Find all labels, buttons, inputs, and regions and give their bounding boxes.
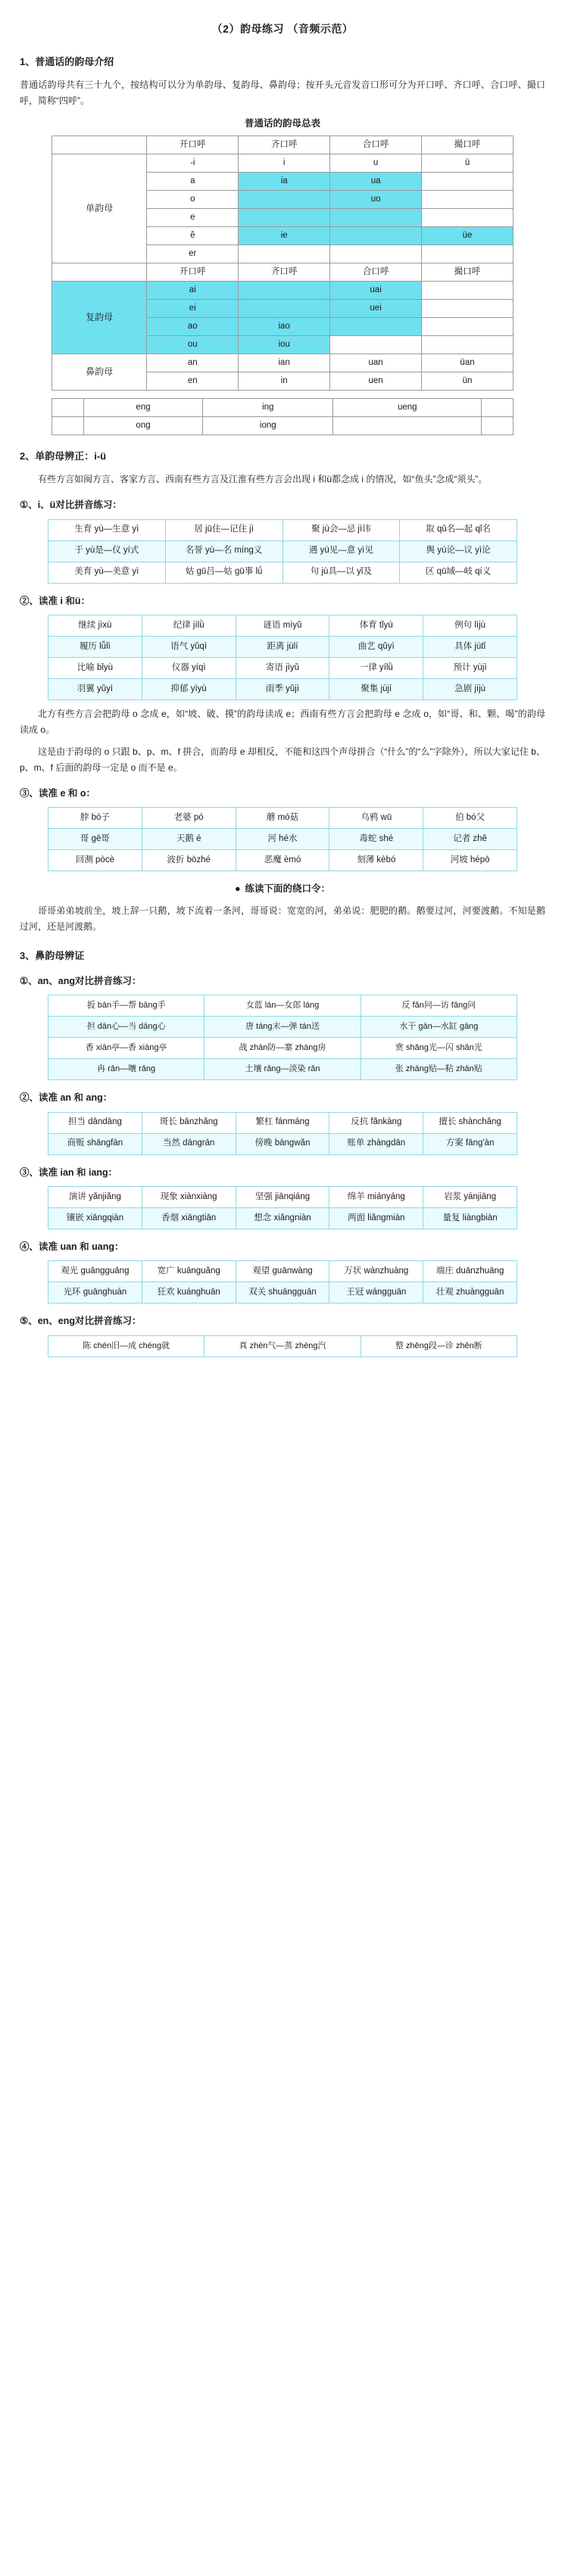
practice-table-i-u-words	[48, 615, 517, 700]
table-row	[48, 1017, 517, 1038]
table-cell: 仪器 yíqì	[142, 658, 236, 679]
table-cell: ong	[83, 417, 202, 435]
table-cell	[481, 417, 513, 435]
table-cell: üan	[422, 354, 513, 372]
table-cell: 扳 bān手—帮 bāng手	[48, 995, 204, 1017]
table-cell: 斑长 bānzhǎng	[142, 1112, 236, 1133]
subsection-3-3-heading: ③、读准 ian 和 iang：	[20, 1167, 118, 1178]
table-cell: uei	[330, 300, 422, 318]
table-cell: 方案 fāng'àn	[423, 1133, 517, 1154]
table-cell: 担 dān心—当 dāng心	[48, 1017, 204, 1038]
table-cell	[330, 227, 422, 245]
vowel-table-continued	[52, 398, 513, 435]
table-cell: 雨季 yǔjì	[236, 679, 329, 700]
header-cell-corner-2	[52, 263, 147, 282]
table-cell: 老婆 pó	[142, 808, 236, 829]
table-cell: 姑 gū吕—姑 gū事 lǘ	[165, 562, 282, 583]
table-cell	[422, 282, 513, 300]
subsection-3-1-heading: ①、an、ang对比拼音练习：	[20, 975, 142, 986]
subsection-2-2-heading: ②、读准 i 和ü：	[20, 595, 91, 606]
table-cell	[330, 336, 422, 354]
table-cell: 继续 jìxù	[48, 615, 142, 637]
vowel-table-title: 普通话的韵母总表	[244, 117, 320, 129]
table-cell: ou	[147, 336, 239, 354]
table-cell: er	[147, 245, 239, 263]
table-cell: 狂欢 kuánghuān	[142, 1282, 236, 1304]
table-cell: ia	[239, 173, 330, 191]
table-cell: 记者 zhě	[423, 829, 517, 850]
row-cap-danyunmu: 单韵母	[52, 154, 147, 263]
bullet-dot-icon: ●	[234, 883, 241, 895]
table-cell: 壮观 zhuàngguān	[423, 1282, 517, 1304]
table-cell: üe	[422, 227, 513, 245]
table-cell	[422, 191, 513, 209]
section-2-paragraph-3: 这是由于韵母的 o 只跟 b、p、m、f 拼合，而韵母 e 却相反，不能和这四个声母拼合（“什么”的“么”字除外），所以大家记住 b、p、m、f 后面的韵母一定是 o 而不是 e。	[20, 746, 545, 774]
tongue-twister-label-text: 练读下面的绕口令：	[245, 883, 331, 895]
table-cell: an	[147, 354, 239, 372]
table-row	[48, 995, 517, 1017]
table-header-row	[52, 136, 513, 154]
table-cell: 镶嵌 xiāngqiàn	[48, 1208, 142, 1229]
subsection-3-2-heading: ②、读准 an 和 ang：	[20, 1092, 113, 1104]
table-cell: ao	[147, 318, 239, 336]
table-cell	[239, 300, 330, 318]
table-cell: 聚 jù会—忌 jì讳	[282, 519, 400, 540]
table-cell: 光环 guānghuán	[48, 1282, 142, 1304]
table-cell: iong	[203, 417, 333, 435]
table-cell: ueng	[333, 399, 482, 417]
table-cell: 于 yú是—仪 yí式	[48, 540, 166, 562]
table-cell	[333, 417, 482, 435]
table-cell: ian	[239, 354, 330, 372]
table-row	[48, 1059, 517, 1080]
table-cell: 聚集 jùjí	[329, 679, 423, 700]
table-cell: 美育 yù—美意 yì	[48, 562, 166, 583]
table-row	[48, 1335, 517, 1357]
table-cell: 比喻 bǐyù	[48, 658, 142, 679]
table-cell: 曲艺 qǔyì	[329, 637, 423, 658]
table-cell: 陈 chén旧—成 chéng就	[48, 1335, 204, 1357]
table-cell	[422, 173, 513, 191]
section-2-paragraph-2: 北方有些方言会把韵母 o 念成 e，如“坡、破、摸”的韵母读成 e；西南有些方言会把韵母 e 念成 o，如“哥、和、颗、喝”的韵母读成 o。	[20, 709, 545, 736]
table-cell	[422, 300, 513, 318]
table-cell	[330, 245, 422, 263]
table-cell: 万状 wànzhuàng	[329, 1261, 423, 1282]
table-cell: 演讲 yǎnjiǎng	[48, 1187, 142, 1208]
section-heading-1: 1、普通话的韵母介绍	[20, 55, 114, 67]
table-cell: 居 jū住—记住 jì	[165, 519, 282, 540]
row-cap-fuyunmu: 复韵母	[52, 282, 147, 354]
header-cell-corner	[52, 136, 147, 154]
table-cell: 遇 yù见—意 yì见	[282, 540, 400, 562]
table-row	[48, 540, 517, 562]
practice-table-an-ang	[48, 995, 517, 1080]
table-cell	[422, 245, 513, 263]
table-row	[48, 658, 517, 679]
table-cell: iao	[239, 318, 330, 336]
table-cell	[422, 209, 513, 227]
table-cell: 反 fǎn问—访 fǎng问	[361, 995, 517, 1017]
table-cell: 体育 tǐyù	[329, 615, 423, 637]
table-cell: e	[147, 209, 239, 227]
table-cell: o	[147, 191, 239, 209]
practice-table-i-v	[48, 519, 517, 584]
table-cell: 天鹅 é	[142, 829, 236, 850]
table-cell	[330, 209, 422, 227]
table-row	[48, 808, 517, 829]
practice-table-an-ang-words	[48, 1112, 517, 1155]
table-cell: 量复 liàngbiàn	[423, 1208, 517, 1229]
table-cell: 冉 rǎn—嚷 rǎng	[48, 1059, 204, 1080]
table-cell	[422, 336, 513, 354]
table-cell: 蘑 mó菇	[236, 808, 329, 829]
table-cell: 纪律 jìlǜ	[142, 615, 236, 637]
table-cell: ei	[147, 300, 239, 318]
table-cell: eng	[83, 399, 202, 417]
tongue-twister-label	[20, 882, 545, 896]
header-cell-cuokou-2: 撮口呼	[422, 263, 513, 282]
table-cell: 河坡 hépō	[423, 850, 517, 871]
table-cell: 两面 liǎngmiàn	[329, 1208, 423, 1229]
vowel-table	[52, 135, 513, 391]
table-cell: ü	[422, 154, 513, 173]
table-cell: 赏 shǎng光—闪 shǎn光	[361, 1038, 517, 1059]
table-row	[48, 519, 517, 540]
table-cell: in	[239, 372, 330, 391]
table-cell: 羽翼 yǔyì	[48, 679, 142, 700]
table-cell: u	[330, 154, 422, 173]
table-cell	[239, 209, 330, 227]
table-cell: 取 qǔ名—起 qǐ名	[400, 519, 517, 540]
tongue-twister-text: 哥哥弟弟坡前坐，坡上辞一只鹅，坡下流着一条河，哥哥说：宽宽的河，弟弟说：肥肥的鹅。鹅要过河，河要渡鹅。不知是鹅过河，还是河渡鹅。	[20, 905, 545, 932]
practice-table-en-eng	[48, 1335, 517, 1357]
table-cell: 反抗 fǎnkàng	[329, 1112, 423, 1133]
table-cell: 句 jù具—以 yǐ及	[282, 562, 400, 583]
subsection-3-5-heading: ⑤、en、eng对比拼音练习：	[20, 1316, 142, 1327]
table-cell: 繁杠 fánmáng	[236, 1112, 329, 1133]
table-cell: 语气 yǔqì	[142, 637, 236, 658]
table-row	[48, 1038, 517, 1059]
section-1-paragraph: 普通话韵母共有三十九个，按结构可以分为单韵母、复韵母、鼻韵母；按开头元音发音口形可分为开口呼、齐口呼、合口呼、撮口呼，简称“四呼”。	[20, 79, 545, 106]
header-cell-kaikou-2: 开口呼	[147, 263, 239, 282]
header-cell-hekou: 合口呼	[330, 136, 422, 154]
table-cell: uo	[330, 191, 422, 209]
section-heading-3: 3、鼻韵母辨证	[20, 949, 85, 961]
table-cell: uen	[330, 372, 422, 391]
table-cell: 当然 dāngrán	[142, 1133, 236, 1154]
section-2-paragraph: 有些方言如闽方言、客家方言、西南有些方言及江淮有些方言会出现 i 和ü都念成 i 的情况，如“鱼头”念成“须头”。	[38, 474, 488, 485]
table-cell: 岩浆 yánjiāng	[423, 1187, 517, 1208]
subsection-2-3-heading: ③、读准 e 和 o：	[20, 788, 96, 799]
table-cell: 战 zhàn防—寨 zhàng房	[204, 1038, 361, 1059]
subsection-2-1-heading: ①、i、ü对比拼音练习：	[20, 500, 122, 511]
table-cell: 土壤 rǎng—淡染 rǎn	[204, 1059, 361, 1080]
table-row	[52, 154, 513, 173]
practice-table-ian-iang	[48, 1186, 517, 1229]
table-cell: 抑郁 yìyù	[142, 679, 236, 700]
header-cell-qikou-2: 齐口呼	[239, 263, 330, 282]
table-cell: 回测 pòcè	[48, 850, 142, 871]
table-cell: 宽广 kuānguǎng	[142, 1261, 236, 1282]
table-cell: 双关 shuāngguān	[236, 1282, 329, 1304]
header-cell-qikou: 齐口呼	[239, 136, 330, 154]
table-cell: 具体 jùtǐ	[423, 637, 517, 658]
page-title: （2）韵母练习 （音频示范）	[211, 23, 354, 35]
table-cell: 毒蛇 shé	[329, 829, 423, 850]
table-cell	[239, 245, 330, 263]
row-cap-biyunmu: 鼻韵母	[52, 354, 147, 391]
table-cell: 急剧 jíjù	[423, 679, 517, 700]
table-cell: 想念 xiǎngniàn	[236, 1208, 329, 1229]
practice-table-e-o	[48, 807, 517, 871]
table-cell: 香 xiān亭—香 xiāng亭	[48, 1038, 204, 1059]
table-cell: ê	[147, 227, 239, 245]
table-cell: ün	[422, 372, 513, 391]
section-heading-2: 2、单韵母辨正：i-ü	[20, 450, 107, 463]
table-cell	[481, 399, 513, 417]
table-cell: 乌鸦 wū	[329, 808, 423, 829]
table-cell: 账单 zhàngdān	[329, 1133, 423, 1154]
table-cell: 履历 lǚlì	[48, 637, 142, 658]
table-cell	[330, 318, 422, 336]
table-cell: 观光 guāngguāng	[48, 1261, 142, 1282]
table-cell: 王冠 wángguān	[329, 1282, 423, 1304]
table-cell: uai	[330, 282, 422, 300]
table-cell: 舆 yú论—议 yì论	[400, 540, 517, 562]
table-row	[48, 637, 517, 658]
table-cell: 坚强 jiānqiáng	[236, 1187, 329, 1208]
table-cell: 傍晚 bàngwǎn	[236, 1133, 329, 1154]
table-row	[48, 1112, 517, 1133]
table-cell: ie	[239, 227, 330, 245]
table-cell: ing	[203, 399, 333, 417]
table-cell: 恶魔 èmó	[236, 850, 329, 871]
table-row	[48, 562, 517, 583]
table-cell	[52, 417, 84, 435]
table-cell: 例句 lìjù	[423, 615, 517, 637]
table-cell: 整 zhěng段—诊 zhěn断	[361, 1335, 517, 1357]
table-row	[48, 1261, 517, 1282]
table-cell: uan	[330, 354, 422, 372]
table-cell: 端庄 duānzhuāng	[423, 1261, 517, 1282]
table-cell	[422, 318, 513, 336]
table-cell: 香烟 xiāngtiān	[142, 1208, 236, 1229]
table-cell: 刻薄 kèbó	[329, 850, 423, 871]
table-cell: 担当 dāndāng	[48, 1112, 142, 1133]
table-cell: 女蓝 lán—女郎 láng	[204, 995, 361, 1017]
table-cell: i	[239, 154, 330, 173]
table-cell: 观望 guānwàng	[236, 1261, 329, 1282]
practice-table-uan-uang	[48, 1260, 517, 1304]
table-cell: 张 zhāng贴—粘 zhān贴	[361, 1059, 517, 1080]
table-row	[48, 829, 517, 850]
table-cell: 预计 yùjì	[423, 658, 517, 679]
table-row	[48, 1208, 517, 1229]
table-row	[48, 615, 517, 637]
table-cell: -i	[147, 154, 239, 173]
table-row	[48, 850, 517, 871]
table-cell: 谜语 mìyǔ	[236, 615, 329, 637]
table-cell	[239, 282, 330, 300]
table-cell: 绵羊 miányáng	[329, 1187, 423, 1208]
header-cell-cuokou: 撮口呼	[422, 136, 513, 154]
table-cell: 擅长 shànchǎng	[423, 1112, 517, 1133]
table-cell: a	[147, 173, 239, 191]
table-cell: 生育 yù—生意 yì	[48, 519, 166, 540]
table-cell: 波折 bōzhé	[142, 850, 236, 871]
table-cell: ua	[330, 173, 422, 191]
table-cell: 伯 bó父	[423, 808, 517, 829]
table-row	[52, 417, 513, 435]
table-cell: en	[147, 372, 239, 391]
table-cell: 区 qū域—岐 qí义	[400, 562, 517, 583]
header-cell-kaikou: 开口呼	[147, 136, 239, 154]
table-row	[48, 1282, 517, 1304]
table-header-row-2	[52, 263, 513, 282]
table-cell: 脖 bó子	[48, 808, 142, 829]
table-cell: 现象 xiànxiàng	[142, 1187, 236, 1208]
table-row	[52, 354, 513, 372]
table-cell: iou	[239, 336, 330, 354]
table-cell: ai	[147, 282, 239, 300]
table-cell: 唐 táng末—弹 tán送	[204, 1017, 361, 1038]
table-row	[48, 679, 517, 700]
table-cell: 距离 jùlí	[236, 637, 329, 658]
table-cell: 哥 gē哥	[48, 829, 142, 850]
table-cell	[52, 399, 84, 417]
table-row	[48, 1133, 517, 1154]
table-cell: 名誉 yù—名 míng义	[165, 540, 282, 562]
table-row	[48, 1187, 517, 1208]
table-cell: 河 hé水	[236, 829, 329, 850]
table-cell: 商贩 shāngfàn	[48, 1133, 142, 1154]
table-cell: 寄语 jìyǔ	[236, 658, 329, 679]
table-cell: 水干 gān—水缸 gāng	[361, 1017, 517, 1038]
table-row	[52, 399, 513, 417]
table-cell: 一律 yílǜ	[329, 658, 423, 679]
table-row	[52, 282, 513, 300]
subsection-3-4-heading: ④、读准 uan 和 uang：	[20, 1241, 124, 1253]
table-cell: 真 zhēn气—蒸 zhēng汽	[204, 1335, 361, 1357]
table-cell	[239, 191, 330, 209]
header-cell-hekou-2: 合口呼	[330, 263, 422, 282]
